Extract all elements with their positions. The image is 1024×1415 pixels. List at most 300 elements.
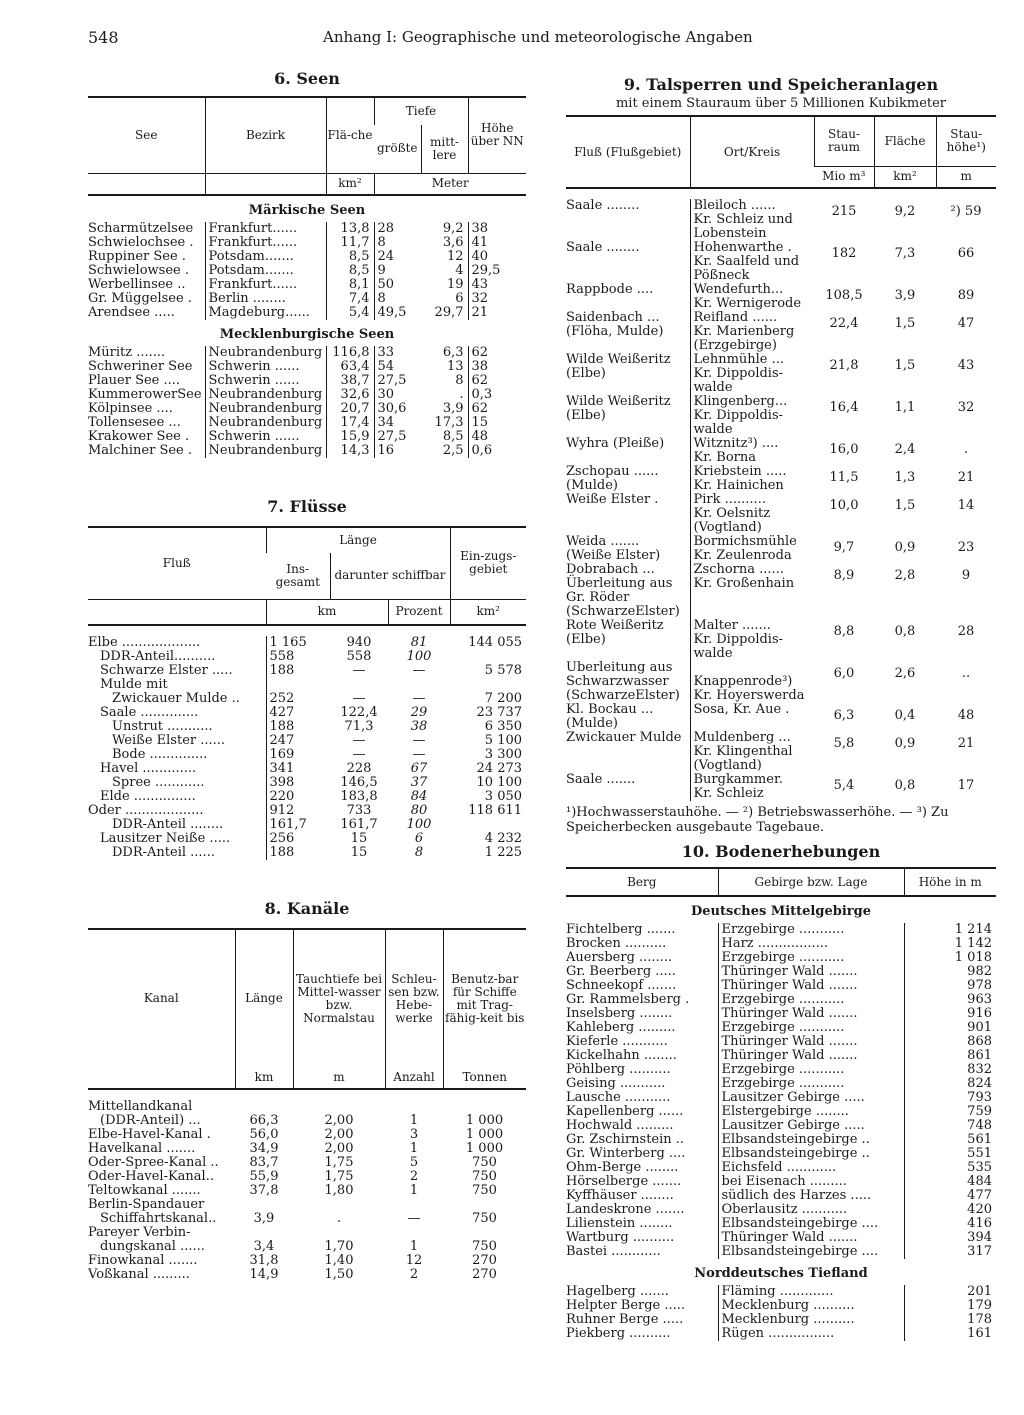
see-hoehe: 0,6: [468, 444, 526, 458]
kanal-schleusen: 12: [405, 1254, 423, 1268]
talsperren-subtitle: mit einem Stauraum über 5 Millionen Kubikmeter: [615, 96, 947, 111]
see-tiefe-mittlere: 29,7: [434, 306, 464, 320]
talsperre-flaeche: 0,9: [894, 736, 916, 751]
talsperre-ort-line: Kr. Oelsnitz: [693, 506, 771, 521]
talsperren-unit-m: m: [936, 166, 996, 188]
berg-row: [566, 923, 996, 937]
talsperre-row: [566, 465, 996, 493]
berg-row: [566, 1105, 996, 1119]
fluss-name: Unstrut ...........: [112, 720, 213, 734]
talsperre-row: [566, 199, 996, 241]
see-bezirk: Schwerin ......: [205, 374, 326, 388]
berg-hoehe: 861: [904, 1049, 996, 1063]
berg-hoehe: 978: [904, 979, 996, 993]
berg-lage: Thüringer Wald .......: [718, 1231, 904, 1245]
talsperre-ort-line: Kr. Dippoldis-: [693, 366, 784, 381]
talsperre-fluss-line: Saale .......: [566, 773, 636, 787]
fluss-name: Lausitzer Neiße .....: [100, 832, 231, 846]
seen-header-flaeche: Flä-che: [326, 97, 374, 173]
kanal-name: Berlin-Spandauer: [88, 1198, 205, 1212]
talsperre-fluss: [566, 283, 690, 311]
talsperre-fluss-line: (Elbe): [566, 408, 606, 423]
berg-lage: Elstergebirge ........: [718, 1105, 904, 1119]
right-column: [566, 74, 996, 1341]
see-tiefe-mittlere: 3,6: [442, 236, 464, 250]
kanaele-header-schleusen: Schleu-sen bzw. Hebe-werke: [385, 929, 443, 1067]
see-hoehe: 41: [468, 236, 526, 250]
talsperre-stauraum: 6,0: [833, 666, 855, 681]
fluss-laenge-schiffbar: —: [352, 734, 366, 748]
fluss-prozent: 38: [410, 720, 428, 734]
talsperre-ort-line: Sosa, Kr. Aue .: [693, 703, 790, 717]
kanal-row: [88, 1184, 526, 1198]
berg-lage: Rügen ................: [718, 1327, 904, 1341]
kanal-schleusen: [385, 1226, 443, 1240]
talsperre-stauhoehe: .: [963, 442, 969, 457]
fluss-row: [88, 804, 526, 818]
fluss-row: [88, 846, 526, 860]
spacer-row: [88, 1089, 526, 1100]
berg-row: [566, 1077, 996, 1091]
kanal-tauchtiefe: [293, 1198, 385, 1212]
see-tiefe-groesste: 9: [374, 264, 421, 278]
fluss-laenge-schiffbar: 161,7: [340, 818, 378, 832]
see-name: Malchiner See .: [88, 444, 192, 458]
talsperre-row: [566, 563, 996, 619]
talsperre-ort-line: Klingenberg...: [693, 395, 788, 409]
fluesse-header-einzug: Ein-zugs-gebiet: [450, 527, 526, 599]
berg-name: Ruhner Berge .....: [566, 1313, 684, 1327]
see-bezirk: Neubrandenburg: [205, 402, 326, 416]
see-hoehe: 15: [468, 416, 526, 430]
kanal-laenge: 3,9: [253, 1212, 275, 1226]
talsperre-flaeche: 2,4: [894, 442, 916, 457]
fluss-name: Havel .............: [100, 762, 197, 776]
talsperre-fluss: [566, 619, 690, 661]
talsperre-ort: [690, 661, 814, 703]
see-flaeche: 116,8: [326, 346, 374, 360]
berg-hoehe: 416: [904, 1217, 996, 1231]
kanal-schleusen: [385, 1198, 443, 1212]
talsperre-ort: [690, 703, 814, 731]
talsperre-fluss: [566, 437, 690, 465]
talsperre-stauraum: 215: [831, 204, 857, 219]
berg-hoehe: 748: [904, 1119, 996, 1133]
see-flaeche: 8,5: [326, 264, 374, 278]
berg-row: [566, 1245, 996, 1259]
see-row: [88, 402, 526, 416]
fluss-row: [88, 664, 526, 678]
see-tiefe-mittlere: 8,5: [442, 430, 464, 444]
see-flaeche: 14,3: [326, 444, 374, 458]
talsperre-stauraum: 8,8: [833, 624, 855, 639]
berg-row: [566, 993, 996, 1007]
talsperre-fluss-line: Kl. Bockau ...: [566, 703, 654, 717]
talsperre-fluss-line: Überleitung aus: [566, 576, 673, 591]
berg-name: Kieferle ...........: [566, 1035, 668, 1049]
talsperre-ort-line: Kr. Zeulenroda: [693, 548, 792, 563]
fluss-prozent: 6: [414, 832, 424, 846]
see-row: [88, 264, 526, 278]
fluss-name: Oder ...................: [88, 804, 204, 818]
see-name: Scharmützelsee: [88, 222, 194, 236]
talsperre-stauhoehe: 23: [957, 540, 975, 555]
talsperre-stauhoehe: 89: [957, 288, 975, 303]
berg-lage: Thüringer Wald .......: [718, 1007, 904, 1021]
talsperre-fluss: [566, 563, 690, 619]
fluss-prozent: —: [412, 692, 426, 706]
talsperre-ort-line: Burgkammer.: [693, 773, 783, 787]
section-talsperren: [566, 74, 996, 835]
berg-name: Piekberg ..........: [566, 1327, 671, 1341]
see-tiefe-mittlere: .: [459, 388, 464, 402]
talsperre-fluss-line: Saale ........: [566, 199, 640, 213]
berg-lage: Elbsandsteingebirge ..: [718, 1133, 904, 1147]
talsperre-row: [566, 395, 996, 437]
kanal-laenge: 31,8: [249, 1254, 279, 1268]
see-flaeche: 32,6: [326, 388, 374, 402]
talsperren-header-stauraum: Stau-raum: [814, 116, 874, 166]
kanal-schleusen: 1: [409, 1184, 419, 1198]
boden-title: 10. Bodenerhebungen: [681, 842, 881, 861]
boden-table: [566, 867, 996, 1341]
fluesse-body: [88, 625, 526, 860]
talsperre-fluss-line: (Flöha, Mulde): [566, 324, 664, 339]
berg-lage: Mecklenburg ..........: [718, 1313, 904, 1327]
talsperre-fluss-line: Weiße Elster .: [566, 493, 659, 507]
talsperre-fluss: [566, 535, 690, 563]
talsperre-ort-line: Lehnmühle ...: [693, 353, 785, 367]
see-tiefe-groesste: 34: [374, 416, 421, 430]
talsperre-row: [566, 773, 996, 801]
berg-row: [566, 1035, 996, 1049]
talsperre-stauhoehe: 43: [957, 358, 975, 373]
see-flaeche: 17,4: [326, 416, 374, 430]
see-hoehe: 29,5: [468, 264, 526, 278]
talsperre-stauraum: 5,4: [833, 778, 855, 793]
berg-name: Helpter Berge .....: [566, 1299, 686, 1313]
boden-header-gebirge: Gebirge bzw. Lage: [718, 868, 904, 896]
berg-row: [566, 1161, 996, 1175]
fluss-laenge-schiffbar: —: [352, 692, 366, 706]
berg-row: [566, 1203, 996, 1217]
kanal-tragfaehigkeit: 1 000: [465, 1142, 504, 1156]
see-bezirk: Magdeburg......: [205, 306, 326, 320]
kanaele-header-kanal: Kanal: [143, 991, 179, 1005]
fluesse-title: 7. Flüsse: [267, 497, 347, 516]
berg-row: [566, 1175, 996, 1189]
kanal-name: Pareyer Verbin-: [88, 1226, 191, 1240]
kanaele-unit-anzahl: Anzahl: [385, 1067, 443, 1089]
berg-row: [566, 1189, 996, 1203]
talsperre-flaeche: 9,2: [894, 204, 916, 219]
see-tiefe-groesste: 27,5: [374, 430, 421, 444]
fluss-row: [88, 832, 526, 846]
kanal-schleusen: 2: [409, 1170, 419, 1184]
talsperren-header-flaeche: Fläche: [874, 116, 936, 166]
berg-lage: südlich des Harzes .....: [718, 1189, 904, 1203]
see-flaeche: 15,9: [326, 430, 374, 444]
talsperre-fluss-line: (Elbe): [566, 366, 606, 381]
talsperren-title: 9. Talsperren und Speicheranlagen: [623, 75, 939, 94]
fluss-prozent: [388, 678, 450, 692]
berg-row: [566, 1313, 996, 1327]
talsperre-ort: [690, 395, 814, 437]
kanal-row: [88, 1212, 526, 1226]
fluss-row: [88, 678, 526, 692]
fluss-prozent: —: [412, 664, 426, 678]
talsperre-stauhoehe: 48: [957, 708, 975, 723]
fluss-laenge-schiffbar: 71,3: [344, 720, 374, 734]
berg-name: Fichtelberg .......: [566, 923, 676, 937]
berg-name: Landeskrone .......: [566, 1203, 685, 1217]
berg-row: [566, 1299, 996, 1313]
fluss-name: Zwickauer Mulde ..: [112, 692, 240, 706]
talsperre-fluss-line: Gr. Röder: [566, 590, 630, 605]
seen-header-see: See: [135, 127, 158, 142]
fluss-row: [88, 636, 526, 650]
berg-lage: Lausitzer Gebirge .....: [718, 1119, 904, 1133]
boden-body: [566, 896, 996, 1341]
talsperren-unit-mio: Mio m³: [814, 166, 874, 188]
group-heading-row: [566, 896, 996, 923]
see-flaeche: 8,5: [326, 250, 374, 264]
group-heading-row: [566, 1259, 996, 1285]
kanaele-header-tauchtiefe: Tauchtiefe bei Mittel-wasser bzw. Normalstau: [293, 929, 385, 1067]
kanal-tauchtiefe: 1,50: [324, 1268, 354, 1282]
talsperre-ort-line: Hohenwarthe .: [693, 241, 792, 255]
talsperre-ort: [690, 493, 814, 535]
talsperre-ort-line: walde: [693, 380, 733, 395]
talsperre-ort-line: Kr. Hainichen: [693, 478, 784, 493]
kanal-tragfaehigkeit: 270: [472, 1268, 497, 1282]
kanal-tragfaehigkeit: [443, 1198, 526, 1212]
see-bezirk: Berlin ........: [205, 292, 326, 306]
berg-hoehe: 868: [904, 1035, 996, 1049]
berg-row: [566, 1021, 996, 1035]
see-bezirk: Neubrandenburg: [205, 416, 326, 430]
fluss-prozent: 37: [410, 776, 428, 790]
see-flaeche: 20,7: [326, 402, 374, 416]
see-bezirk: Neubrandenburg: [205, 346, 326, 360]
see-flaeche: 5,4: [326, 306, 374, 320]
fluss-row: [88, 818, 526, 832]
talsperre-fluss-line: Zschopau ......: [566, 465, 659, 479]
fluss-laenge-schiffbar: —: [352, 748, 366, 762]
talsperre-stauraum: 11,5: [829, 470, 859, 485]
kanal-laenge: [235, 1198, 293, 1212]
talsperre-row: [566, 619, 996, 661]
talsperre-ort: [690, 563, 814, 619]
see-tiefe-mittlere: 4: [455, 264, 464, 278]
kanaele-table: [88, 928, 526, 1282]
fluss-laenge-insgesamt: 220: [266, 790, 330, 804]
berg-lage: Fläming .............: [718, 1285, 904, 1299]
kanal-tragfaehigkeit: 750: [472, 1170, 497, 1184]
fluss-laenge-insgesamt: 188: [266, 846, 330, 860]
kanaele-unit-m: m: [293, 1067, 385, 1089]
talsperre-fluss: [566, 241, 690, 283]
berg-row: [566, 1049, 996, 1063]
talsperre-ort-line: Kr. Dippoldis-: [693, 408, 784, 423]
kanaele-header-laenge: Länge: [235, 929, 293, 1067]
kanal-name: Elbe-Havel-Kanal .: [88, 1128, 211, 1142]
berg-name: Kapellenberg ......: [566, 1105, 684, 1119]
berg-name: Auersberg ........: [566, 951, 673, 965]
talsperre-ort: [690, 773, 814, 801]
berg-hoehe: 824: [904, 1077, 996, 1091]
see-name: Arendsee .....: [88, 306, 175, 320]
berg-name: Ohm-Berge ........: [566, 1161, 679, 1175]
berg-name: Brocken ..........: [566, 937, 667, 951]
talsperre-fluss: [566, 465, 690, 493]
talsperre-fluss-line: (Elbe): [566, 632, 606, 647]
fluss-einzugsgebiet: [450, 818, 526, 832]
fluesse-header-schiffbar: darunter schiffbar: [330, 553, 450, 599]
fluss-einzugsgebiet: [450, 650, 526, 664]
talsperre-ort-line: [694, 661, 815, 675]
berg-name: Lausche ...........: [566, 1091, 671, 1105]
fluesse-header-fluss: Fluß: [162, 555, 191, 570]
berg-hoehe: 178: [904, 1313, 996, 1327]
kanal-row: [88, 1100, 526, 1114]
see-name: Schwielochsee .: [88, 236, 194, 250]
talsperre-stauraum: 10,0: [829, 498, 859, 513]
see-hoehe: 32: [468, 292, 526, 306]
talsperre-stauraum: 182: [831, 246, 857, 261]
berg-hoehe: 420: [904, 1203, 996, 1217]
talsperre-ort-line: walde: [693, 422, 733, 437]
berg-name: Kickelhahn ........: [566, 1049, 677, 1063]
fluss-laenge-insgesamt: 169: [266, 748, 330, 762]
berg-name: Geising ...........: [566, 1077, 666, 1091]
berg-hoehe: 484: [904, 1175, 996, 1189]
talsperren-unit-km2: km²: [874, 166, 936, 188]
berg-name: Gr. Rammelsberg .: [566, 993, 690, 1007]
berg-lage: Thüringer Wald .......: [718, 979, 904, 993]
talsperre-fluss-line: (Mulde): [566, 716, 618, 731]
talsperre-fluss-line: Zwickauer Mulde: [566, 731, 682, 745]
group-heading: Deutsches Mittelgebirge: [691, 904, 871, 919]
see-tiefe-groesste: 49,5: [374, 306, 421, 320]
fluss-einzugsgebiet: 5 100: [484, 734, 523, 748]
talsperre-ort-line: Lobenstein: [693, 226, 767, 241]
berg-name: Hörselberge .......: [566, 1175, 682, 1189]
talsperre-fluss: [566, 661, 690, 703]
berg-row: [566, 965, 996, 979]
see-bezirk: Schwerin ......: [205, 430, 326, 444]
berg-lage: Erzgebirge ...........: [718, 951, 904, 965]
kanal-tauchtiefe: 1,80: [324, 1184, 354, 1198]
kanal-tauchtiefe: .: [336, 1212, 342, 1226]
fluss-row: [88, 706, 526, 720]
see-tiefe-mittlere: 17,3: [434, 416, 464, 430]
see-tiefe-groesste: 8: [374, 236, 421, 250]
talsperre-fluss-line: Dobrabach ...: [566, 563, 655, 577]
talsperre-row: [566, 437, 996, 465]
kanaele-body: [88, 1089, 526, 1282]
talsperre-fluss-line: (SchwarzeElster): [566, 688, 680, 703]
fluss-prozent: 67: [410, 762, 428, 776]
fluesse-header-insgesamt: Ins-gesamt: [275, 561, 320, 589]
see-bezirk: Frankfurt......: [205, 222, 326, 236]
berg-name: Lilienstein ........: [566, 1217, 673, 1231]
seen-header-groesste: größte: [376, 141, 418, 156]
talsperre-stauraum: 5,8: [833, 736, 855, 751]
see-bezirk: Potsdam.......: [205, 264, 326, 278]
seen-header-hoehe: Höhe über NN: [468, 97, 526, 173]
berg-lage: Mecklenburg ..........: [718, 1299, 904, 1313]
see-tiefe-mittlere: 6: [455, 292, 464, 306]
talsperre-flaeche: 0,8: [894, 624, 916, 639]
talsperre-ort-line: Witznitz³) ....: [693, 437, 779, 451]
talsperre-stauhoehe: 21: [957, 736, 975, 751]
kanal-schleusen: —: [407, 1212, 421, 1226]
talsperre-stauraum: 108,5: [825, 288, 863, 303]
talsperre-ort-line: Kr. Saalfeld und: [693, 254, 800, 269]
kanal-schleusen: 5: [409, 1156, 419, 1170]
talsperre-ort-line: Malter .......: [693, 619, 771, 633]
fluss-einzugsgebiet: 6 350: [484, 720, 523, 734]
talsperre-stauraum: 22,4: [829, 316, 859, 331]
fluss-laenge-insgesamt: 1 165: [266, 636, 330, 650]
fluss-prozent: 84: [410, 790, 428, 804]
fluss-row: [88, 692, 526, 706]
talsperren-header-ort: Ort/Kreis: [690, 116, 814, 188]
talsperre-ort-line: Kriebstein .....: [693, 465, 787, 479]
berg-row: [566, 951, 996, 965]
berg-hoehe: 179: [904, 1299, 996, 1313]
kanal-name: Oder-Spree-Kanal ..: [88, 1156, 219, 1170]
talsperre-ort-line: Kr. Borna: [693, 450, 756, 465]
berg-hoehe: 477: [904, 1189, 996, 1203]
running-title: Anhang I: Geographische und meteorologische Angaben: [323, 28, 753, 46]
see-name: Gr. Müggelsee .: [88, 292, 192, 306]
talsperre-ort-line: (Erzgebirge): [693, 338, 777, 353]
berg-row: [566, 937, 996, 951]
kanal-name: Mittellandkanal: [88, 1100, 193, 1114]
fluss-laenge-insgesamt: 398: [266, 776, 330, 790]
fluss-name: DDR-Anteil..........: [100, 650, 216, 664]
berg-row: [566, 1147, 996, 1161]
berg-name: Bastei ............: [566, 1245, 661, 1259]
fluss-einzugsgebiet: 24 273: [476, 762, 523, 776]
fluss-laenge-insgesamt: 256: [266, 832, 330, 846]
talsperre-fluss-line: Rappbode ....: [566, 283, 654, 297]
kanal-schleusen: [385, 1100, 443, 1114]
talsperre-stauraum: 8,9: [833, 568, 855, 583]
talsperre-flaeche: 1,5: [894, 358, 916, 373]
kanal-laenge: 3,4: [253, 1240, 275, 1254]
berg-lage: Erzgebirge ...........: [718, 923, 904, 937]
kanaele-header-benutzbar: Benutz-bar für Schiffe mit Trag-fähig-keit bis: [443, 929, 526, 1067]
seen-table: [88, 96, 526, 458]
fluss-row: [88, 748, 526, 762]
talsperre-stauhoehe: 66: [957, 246, 975, 261]
berg-row: [566, 1133, 996, 1147]
kanal-tauchtiefe: 1,70: [324, 1240, 354, 1254]
kanal-tauchtiefe: 2,00: [324, 1142, 354, 1156]
talsperre-stauhoehe: 28: [957, 624, 975, 639]
talsperre-ort: [690, 311, 814, 353]
fluss-einzugsgebiet: 118 611: [468, 804, 523, 818]
talsperre-row: [566, 353, 996, 395]
fluss-prozent: —: [412, 734, 426, 748]
see-flaeche: 11,7: [326, 236, 374, 250]
talsperre-ort: [690, 283, 814, 311]
kanal-laenge: [235, 1100, 293, 1114]
berg-name: Kyffhäuser ........: [566, 1189, 674, 1203]
